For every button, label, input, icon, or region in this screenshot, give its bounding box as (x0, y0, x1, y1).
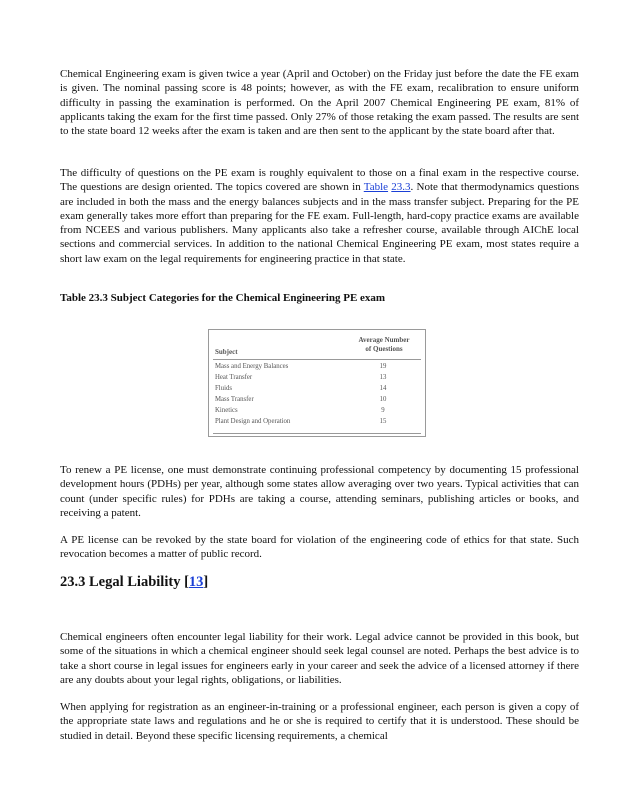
section-title: 23.3 Legal Liability [ (60, 574, 189, 590)
table-header (215, 336, 415, 356)
table-row (215, 384, 415, 394)
paragraph-license-revocation: A PE license can be revoked by the state board for violation of the engineering code of ethics for that state. Such revocation becomes a matter of public record. (60, 534, 579, 561)
table-caption: Table 23.3 Subject Categories for the Chemical Engineering PE exam (60, 292, 386, 304)
column-header-average (353, 336, 415, 354)
row-count: 14 (379, 385, 387, 392)
table-rule-top (213, 359, 421, 360)
section-title-close: ] (203, 574, 209, 590)
row-count: 15 (379, 418, 387, 425)
row-subject: Kinetics (215, 407, 238, 414)
paragraph-legal-liability: Chemical engineers often encounter legal liability for their work. Legal advice cannot be provided in this book, but some of the situations in which a chemical engineer should seek legal counsel are noted. Perhaps the best advice is to take a short course in legal issues for engineers early in your career and seek the advice of a licensed attorney if there are any doubts about your legal rights, obligations, or liabilities. (60, 631, 579, 686)
table-row (215, 395, 415, 405)
row-count: 9 (381, 407, 385, 414)
paragraph-text: The difficulty of questions on the PE exam is roughly equivalent to those on a final exam in the respective course. The questions are design oriented. The topics covered are shown in (60, 167, 579, 194)
table-rule-bottom (213, 433, 421, 434)
table-row (215, 362, 415, 372)
paragraph-license-renewal: To renew a PE license, one must demonstrate continuing professional competency by documenting 15 professional development hours (PDHs) per year, although some states allow averaging over two years. Typical activities that can count (under specific rules) for PDHs are taking a course, attending seminars, publishing articles or books, and receiving a patent. (60, 464, 579, 519)
table-row (215, 406, 415, 416)
table-row (215, 373, 415, 383)
row-subject: Fluids (215, 385, 232, 392)
row-count: 19 (379, 363, 387, 370)
paragraph-pe-exam-schedule: Chemical Engineering exam is given twice a year (April and October) on the Friday just before the date the FE exam is given. The nominal passing score is 48 points; however, as with the FE exam, recalibration to ensure uniform difficulty in passing the examination is performed. On the April 2007 Chemical Engineering PE exam, 81% of applicants taking the exam for the first time passed. Only 27% of those retaking the exam passed. The results are sent to the state board 12 weeks after the exam is taken and are then sent to the applicant by the state board after that. (60, 68, 579, 138)
paragraph-text: . Note that thermodynamics questions are included in both the mass and the energy balances subjects and in the mass transfer subject. Preparing for the PE exam generally takes more effort than preparing for the FE exam. Full-length, hard-copy practice exams are available from NCEES and various publishers. Many applicants also take a refresher course, available through AIChE local sections and commercial services. In addition to the national Chemical Engineering PE exam, most states require a short law exam on the legal requirements for engineering practice in that state. (60, 181, 580, 265)
row-subject: Plant Design and Operation (215, 418, 291, 425)
table-row (215, 417, 415, 427)
table-number-link[interactable]: 23.3 (391, 181, 411, 194)
column-header-average-line1: Average Number (358, 336, 410, 344)
section-heading (60, 574, 208, 591)
row-subject: Mass and Energy Balances (215, 363, 289, 370)
row-subject: Heat Transfer (215, 374, 253, 381)
table-link[interactable]: Table (363, 181, 389, 194)
row-count: 10 (379, 396, 387, 403)
column-header-subject: Subject (215, 348, 238, 356)
row-count: 13 (379, 374, 387, 381)
row-subject: Mass Transfer (215, 396, 254, 403)
reference-link[interactable]: 13 (188, 574, 204, 590)
paragraph-registration: When applying for registration as an engineer-in-training or a professional engineer, each person is given a copy of the appropriate state laws and regulations and he or she is required to certify that it is understood. These should be studied in detail. Beyond these specific licensing requirements, a chemical (60, 701, 579, 742)
column-header-average-line2: of Questions (365, 345, 403, 353)
subject-categories-table (208, 329, 426, 437)
paragraph-pe-exam-difficulty (60, 166, 579, 266)
